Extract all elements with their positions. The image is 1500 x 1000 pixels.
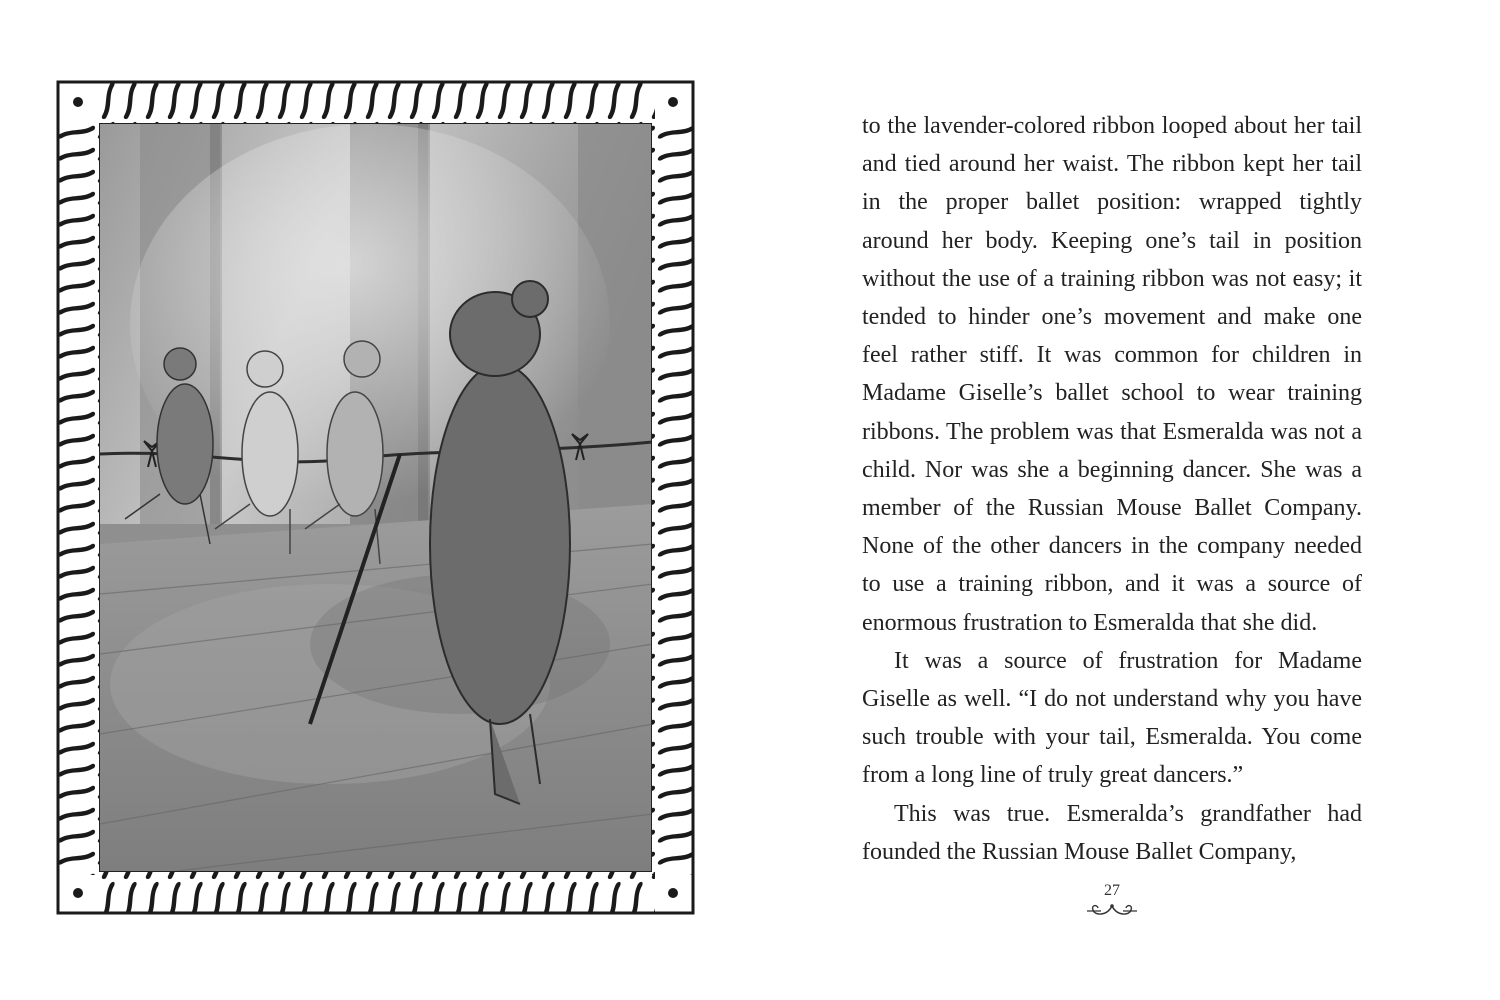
paragraph: This was true. Esmeralda’s grandfather had founded the Russian Mouse Ballet Company, — [862, 800, 1362, 865]
page-text — [862, 107, 1362, 871]
paragraph: to the lavender-colored ribbon looped about her tail and tied around her waist. The ribbon kept her tail in the proper ballet position: wrapped tightly around her body. Keeping one’s tail in position without the use of a training ribbon was not easy; it tended to hinder one’s movement and make one feel rather stiff. It was common for children in Madame Giselle’s ballet school to wear training ribbons. The problem was that Esmeralda was not a child. Nor was she a beginning dancer. She was a member of the Russian Mouse Ballet Company. None of the other dancers in the company needed to use a training ribbon, and it was a source of enormous frustration to Esmeralda that she did. — [862, 113, 1362, 636]
page-number: 27 — [1104, 882, 1120, 899]
paragraph: It was a source of frustration for Madame Giselle as well. “I do not understand why you have such trouble with your tail, Esmeralda. You come from a long line of truly great dancers.” — [862, 647, 1362, 789]
mice-ballet-class-illustration — [99, 123, 652, 872]
scroll-flourish-icon — [1085, 902, 1139, 920]
illustration-frame — [56, 80, 695, 915]
